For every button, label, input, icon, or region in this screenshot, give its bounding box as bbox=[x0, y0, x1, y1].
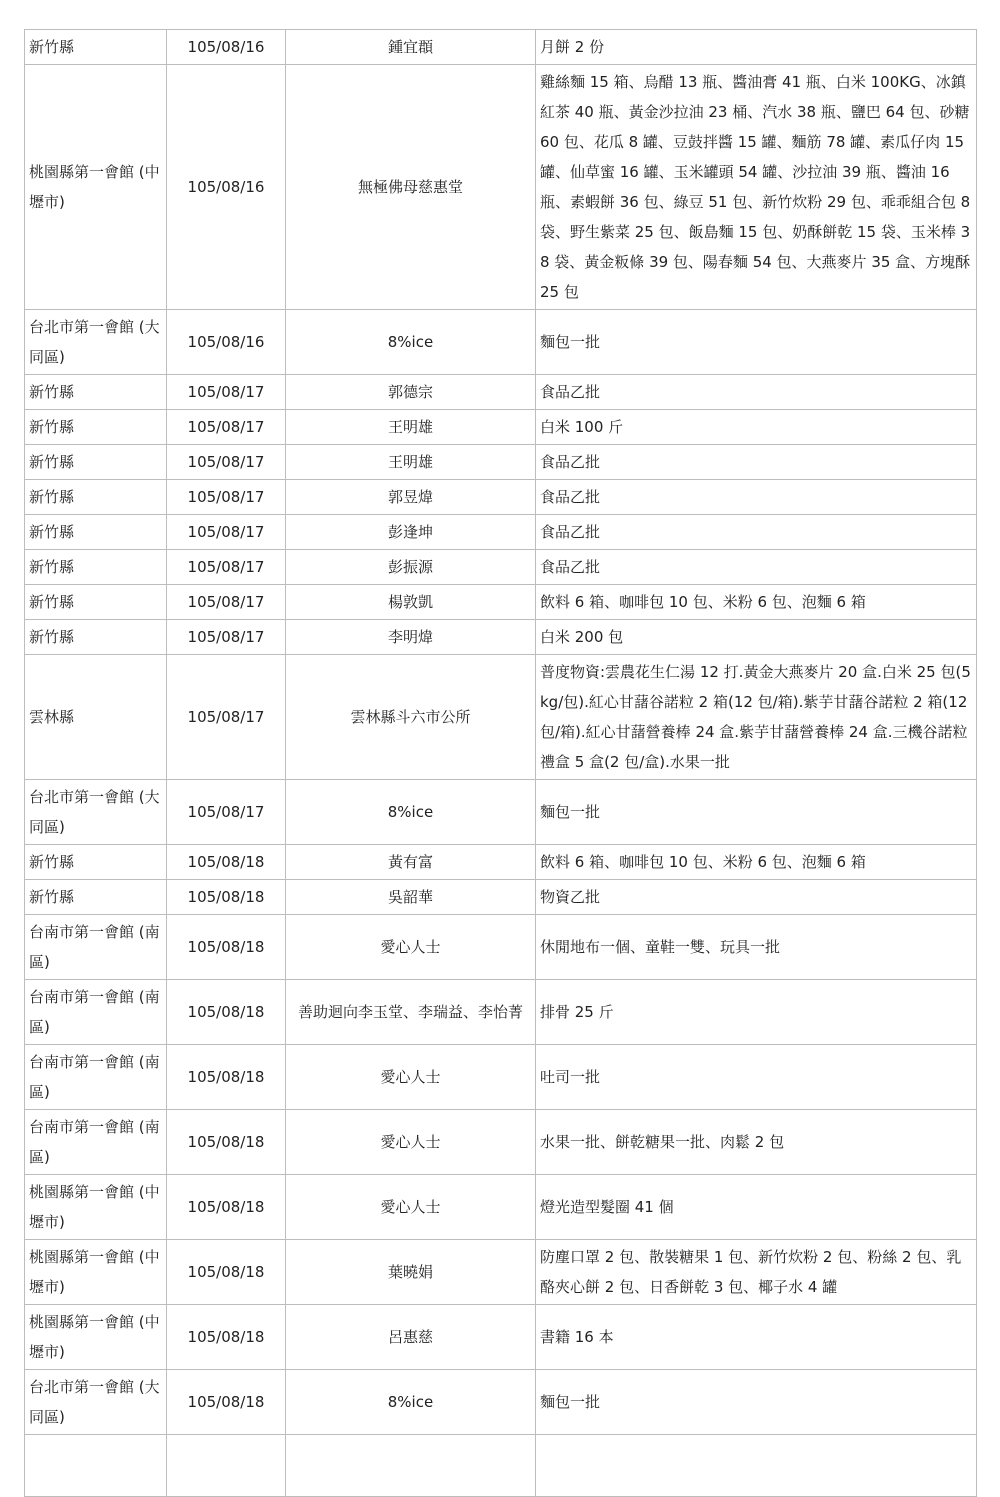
date-cell: 105/08/18 bbox=[167, 845, 286, 880]
donor-cell: 王明雄 bbox=[286, 410, 536, 445]
items-cell: 普度物資:雲農花生仁湯 12 打.黃金大燕麥片 20 盒.白米 25 包(5kg/包).紅心甘藷谷諾粒 2 箱(12 包/箱).紫芋甘藷谷諾粒 2 箱(12 包/箱).紅心甘藷營養棒 24 盒.紫芋甘藷營養棒 24 盒.三機谷諾粒禮盒 5 盒(2 包/盒).水果一批 bbox=[536, 655, 977, 780]
table-row bbox=[25, 585, 977, 620]
table-row bbox=[25, 550, 977, 585]
date-cell bbox=[167, 1435, 286, 1497]
table-row bbox=[25, 480, 977, 515]
table-row bbox=[25, 1240, 977, 1305]
items-cell: 飲料 6 箱、咖啡包 10 包、米粉 6 包、泡麵 6 箱 bbox=[536, 845, 977, 880]
donor-cell bbox=[286, 1435, 536, 1497]
donor-cell: 愛心人士 bbox=[286, 1110, 536, 1175]
donor-cell: 愛心人士 bbox=[286, 1175, 536, 1240]
table-row bbox=[25, 880, 977, 915]
items-cell: 白米 100 斤 bbox=[536, 410, 977, 445]
date-cell: 105/08/17 bbox=[167, 655, 286, 780]
table-row bbox=[25, 310, 977, 375]
region-cell: 台北市第一會館 (大同區) bbox=[25, 1370, 167, 1435]
date-cell: 105/08/18 bbox=[167, 1175, 286, 1240]
donor-cell: 愛心人士 bbox=[286, 915, 536, 980]
date-cell: 105/08/17 bbox=[167, 585, 286, 620]
donor-cell: 彭逢坤 bbox=[286, 515, 536, 550]
table-row bbox=[25, 1175, 977, 1240]
table-row bbox=[25, 1370, 977, 1435]
region-cell: 台北市第一會館 (大同區) bbox=[25, 310, 167, 375]
date-cell: 105/08/17 bbox=[167, 620, 286, 655]
table-row bbox=[25, 410, 977, 445]
items-cell: 食品乙批 bbox=[536, 375, 977, 410]
date-cell: 105/08/18 bbox=[167, 880, 286, 915]
date-cell: 105/08/17 bbox=[167, 445, 286, 480]
date-cell: 105/08/17 bbox=[167, 550, 286, 585]
region-cell: 新竹縣 bbox=[25, 620, 167, 655]
region-cell: 台南市第一會館 (南區) bbox=[25, 915, 167, 980]
table-row bbox=[25, 1305, 977, 1370]
table-row bbox=[25, 65, 977, 310]
date-cell: 105/08/16 bbox=[167, 65, 286, 310]
region-cell: 新竹縣 bbox=[25, 515, 167, 550]
items-cell: 物資乙批 bbox=[536, 880, 977, 915]
region-cell: 新竹縣 bbox=[25, 375, 167, 410]
date-cell: 105/08/18 bbox=[167, 1305, 286, 1370]
donor-cell: 無極佛母慈惠堂 bbox=[286, 65, 536, 310]
items-cell: 食品乙批 bbox=[536, 550, 977, 585]
region-cell: 新竹縣 bbox=[25, 410, 167, 445]
date-cell: 105/08/18 bbox=[167, 1240, 286, 1305]
donor-cell: 郭德宗 bbox=[286, 375, 536, 410]
items-cell: 防塵口罩 2 包、散裝糖果 1 包、新竹炊粉 2 包、粉絲 2 包、乳酪夾心餅 2 包、日香餅乾 3 包、椰子水 4 罐 bbox=[536, 1240, 977, 1305]
donor-cell: 8%ice bbox=[286, 780, 536, 845]
donor-cell: 雲林縣斗六市公所 bbox=[286, 655, 536, 780]
donor-cell: 吳韶華 bbox=[286, 880, 536, 915]
table-row bbox=[25, 980, 977, 1045]
donor-cell: 郭昱煒 bbox=[286, 480, 536, 515]
items-cell: 食品乙批 bbox=[536, 515, 977, 550]
date-cell: 105/08/18 bbox=[167, 1370, 286, 1435]
items-cell: 食品乙批 bbox=[536, 445, 977, 480]
region-cell: 新竹縣 bbox=[25, 30, 167, 65]
region-cell: 新竹縣 bbox=[25, 880, 167, 915]
date-cell: 105/08/18 bbox=[167, 1045, 286, 1110]
donor-cell: 黃有富 bbox=[286, 845, 536, 880]
items-cell: 飲料 6 箱、咖啡包 10 包、米粉 6 包、泡麵 6 箱 bbox=[536, 585, 977, 620]
date-cell: 105/08/17 bbox=[167, 375, 286, 410]
items-cell bbox=[536, 1435, 977, 1497]
table-row bbox=[25, 1045, 977, 1110]
region-cell: 新竹縣 bbox=[25, 550, 167, 585]
region-cell: 台南市第一會館 (南區) bbox=[25, 980, 167, 1045]
items-cell: 燈光造型髮圈 41 個 bbox=[536, 1175, 977, 1240]
items-cell: 食品乙批 bbox=[536, 480, 977, 515]
region-cell: 新竹縣 bbox=[25, 585, 167, 620]
region-cell: 新竹縣 bbox=[25, 845, 167, 880]
date-cell: 105/08/17 bbox=[167, 515, 286, 550]
date-cell: 105/08/18 bbox=[167, 980, 286, 1045]
donor-cell: 愛心人士 bbox=[286, 1045, 536, 1110]
date-cell: 105/08/17 bbox=[167, 780, 286, 845]
donor-cell: 葉曉娟 bbox=[286, 1240, 536, 1305]
items-cell: 書籍 16 本 bbox=[536, 1305, 977, 1370]
donor-cell: 李明煒 bbox=[286, 620, 536, 655]
donor-cell: 鍾宜頵 bbox=[286, 30, 536, 65]
region-cell: 新竹縣 bbox=[25, 480, 167, 515]
items-cell: 麵包一批 bbox=[536, 780, 977, 845]
table-row bbox=[25, 620, 977, 655]
region-cell: 台南市第一會館 (南區) bbox=[25, 1045, 167, 1110]
items-cell: 白米 200 包 bbox=[536, 620, 977, 655]
donor-cell: 楊敦凱 bbox=[286, 585, 536, 620]
date-cell: 105/08/18 bbox=[167, 1110, 286, 1175]
region-cell: 桃園縣第一會館 (中壢市) bbox=[25, 1175, 167, 1240]
region-cell: 台南市第一會館 (南區) bbox=[25, 1110, 167, 1175]
region-cell: 桃園縣第一會館 (中壢市) bbox=[25, 1305, 167, 1370]
date-cell: 105/08/17 bbox=[167, 480, 286, 515]
table-row bbox=[25, 375, 977, 410]
items-cell: 排骨 25 斤 bbox=[536, 980, 977, 1045]
items-cell: 月餅 2 份 bbox=[536, 30, 977, 65]
items-cell: 麵包一批 bbox=[536, 1370, 977, 1435]
table-row bbox=[25, 1110, 977, 1175]
items-cell: 水果一批、餅乾糖果一批、肉鬆 2 包 bbox=[536, 1110, 977, 1175]
items-cell: 雞絲麵 15 箱、烏醋 13 瓶、醬油膏 41 瓶、白米 100KG、冰鎮紅茶 40 瓶、黃金沙拉油 23 桶、汽水 38 瓶、鹽巴 64 包、砂糖 60 包、花瓜 8 罐、豆鼓拌醬 15 罐、麵筋 78 罐、素瓜仔肉 15 罐、仙草蜜 16 罐、玉米罐頭 54 罐、沙拉油 39 瓶、醬油 16 瓶、素蝦餅 36 包、綠豆 51 包、新竹炊粉 29 包、乖乖組合包 8 袋、野生紫菜 25 包、飯島麵 15 包、奶酥餅乾 15 袋、玉米棒 38 袋、黃金粄條 39 包、陽春麵 54 包、大燕麥片 35 盒、方塊酥 25 包 bbox=[536, 65, 977, 310]
region-cell: 新竹縣 bbox=[25, 445, 167, 480]
donor-cell: 8%ice bbox=[286, 310, 536, 375]
table-row bbox=[25, 915, 977, 980]
table-row bbox=[25, 445, 977, 480]
donor-cell: 善助迴向李玉堂、李瑞益、李怡菁 bbox=[286, 980, 536, 1045]
donor-cell: 8%ice bbox=[286, 1370, 536, 1435]
region-cell: 台北市第一會館 (大同區) bbox=[25, 780, 167, 845]
donation-table bbox=[24, 29, 977, 1497]
items-cell: 吐司一批 bbox=[536, 1045, 977, 1110]
region-cell: 桃園縣第一會館 (中壢市) bbox=[25, 1240, 167, 1305]
date-cell: 105/08/16 bbox=[167, 310, 286, 375]
date-cell: 105/08/18 bbox=[167, 915, 286, 980]
region-cell bbox=[25, 1435, 167, 1497]
table-row bbox=[25, 780, 977, 845]
region-cell: 桃園縣第一會館 (中壢市) bbox=[25, 65, 167, 310]
region-cell: 雲林縣 bbox=[25, 655, 167, 780]
donor-cell: 王明雄 bbox=[286, 445, 536, 480]
donor-cell: 彭振源 bbox=[286, 550, 536, 585]
table-row bbox=[25, 515, 977, 550]
table-row bbox=[25, 1435, 977, 1497]
donor-cell: 呂惠慈 bbox=[286, 1305, 536, 1370]
date-cell: 105/08/16 bbox=[167, 30, 286, 65]
table-row bbox=[25, 655, 977, 780]
date-cell: 105/08/17 bbox=[167, 410, 286, 445]
donation-table-page bbox=[24, 29, 976, 1497]
table-row bbox=[25, 845, 977, 880]
items-cell: 休閒地布一個、童鞋一雙、玩具一批 bbox=[536, 915, 977, 980]
table-row bbox=[25, 30, 977, 65]
items-cell: 麵包一批 bbox=[536, 310, 977, 375]
